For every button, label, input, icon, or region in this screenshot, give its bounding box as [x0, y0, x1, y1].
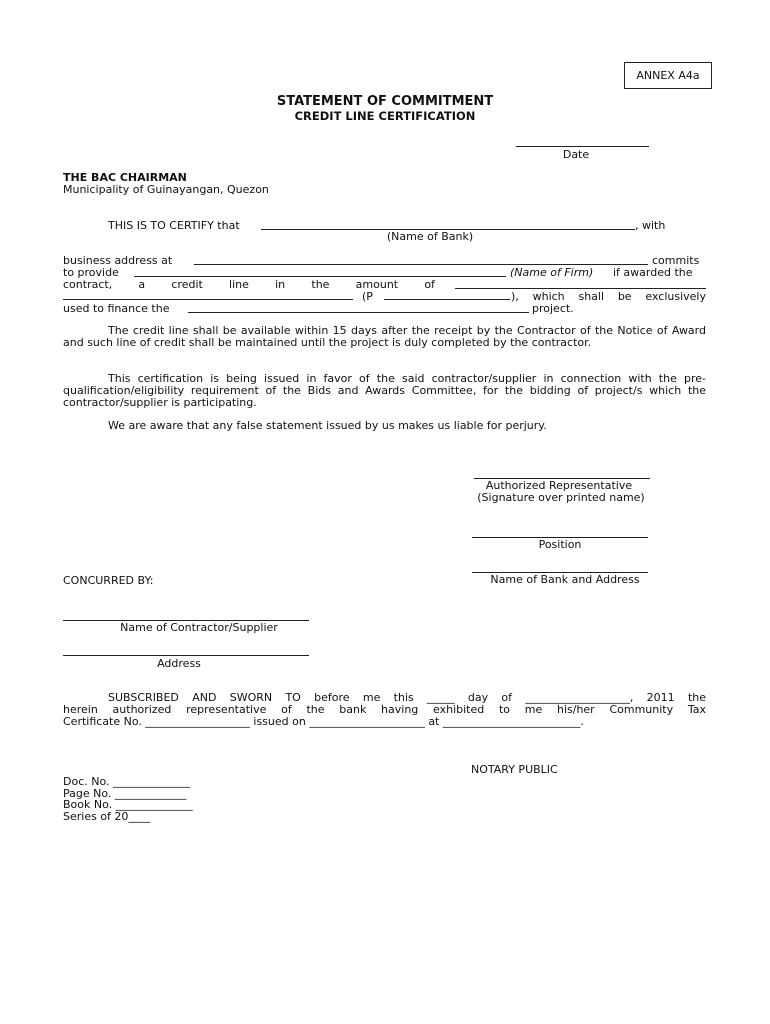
if-awarded-text: if awarded the	[613, 266, 693, 279]
firm-name-label: (Name of Firm)	[510, 266, 594, 279]
address-prefix: business address at	[63, 254, 173, 267]
sworn-text-3: Certificate No. ___________________ issued on _____________________ at _________________________.	[63, 715, 584, 728]
contract-word: contract,	[63, 278, 113, 291]
representative-sublabel: (Signature over printed name)	[477, 491, 645, 504]
date-label: Date	[562, 148, 590, 161]
provide-prefix: to provide	[63, 266, 119, 279]
page-number[interactable]: Page No. _____________	[63, 787, 187, 800]
contract-word: line	[229, 278, 249, 291]
notary-public-label: NOTARY PUBLIC	[471, 763, 558, 776]
firm-name-line[interactable]	[134, 276, 506, 277]
annex-label: ANNEX A4a	[624, 62, 712, 89]
date-line[interactable]	[516, 146, 649, 147]
contractor-address-line[interactable]	[63, 655, 309, 656]
bank-address-label: Name of Bank and Address	[490, 573, 640, 586]
project-name-line[interactable]	[188, 312, 529, 313]
addressee-name: THE BAC CHAIRMAN	[63, 171, 187, 184]
document-subtitle: CREDIT LINE CERTIFICATION	[294, 109, 476, 123]
sworn-text-1: SUBSCRIBED AND SWORN TO before me this _____ day of ___________________, 2011 the	[108, 691, 706, 704]
series-year[interactable]: Series of 20____	[63, 810, 151, 823]
contractor-address-label: Address	[157, 657, 201, 670]
position-label: Position	[538, 538, 582, 551]
contract-word: a	[138, 278, 146, 291]
availability-paragraph: The credit line shall be available within 15 days after the receipt by the Contractor of the Notice of Award and such line of credit shall be maintained until the project is duly completed by the contractor.	[63, 324, 706, 349]
contractor-name-label: Name of Contractor/Supplier	[120, 621, 278, 634]
contract-word: credit	[171, 278, 203, 291]
issued-in-favor-paragraph: This certification is being issued in favor of the said contractor/supplier in connection with the pre-qualification/eligibility requirement of the Bids and Awards Committee, for the bidding of project/s which the contractor/supplier is participating.	[63, 372, 706, 409]
peso-close: ), which shall be exclusively	[511, 290, 706, 303]
doc-number[interactable]: Doc. No. ______________	[63, 775, 190, 788]
contract-word: amount	[355, 278, 399, 291]
peso-open: (P	[362, 290, 373, 303]
commits-text: commits	[652, 254, 700, 267]
amount-words-line[interactable]	[455, 288, 706, 289]
concurred-by-label: CONCURRED BY:	[63, 574, 154, 587]
bank-name-caption: (Name of Bank)	[386, 230, 474, 243]
certify-suffix: , with	[635, 219, 666, 232]
finance-suffix: project.	[532, 302, 574, 315]
business-address-line[interactable]	[194, 264, 648, 265]
sworn-text-2: herein authorized representative of the bank having exhibited to me his/her Community Tax	[63, 703, 706, 716]
contract-word: the	[311, 278, 330, 291]
finance-prefix: used to finance the	[63, 302, 170, 315]
contract-words-row	[63, 278, 435, 291]
contract-word: in	[275, 278, 286, 291]
contract-word: of	[424, 278, 435, 291]
perjury-paragraph: We are aware that any false statement issued by us makes us liable for perjury.	[108, 419, 547, 432]
addressee-place: Municipality of Guinayangan, Quezon	[63, 183, 269, 196]
book-number[interactable]: Book No. ______________	[63, 798, 193, 811]
document-title: STATEMENT OF COMMITMENT	[276, 94, 494, 109]
certify-prefix: THIS IS TO CERTIFY that	[108, 219, 240, 232]
amount-words-line-continued[interactable]	[63, 299, 353, 300]
peso-amount-line[interactable]	[384, 299, 510, 300]
representative-label: Authorized Representative	[485, 479, 633, 492]
